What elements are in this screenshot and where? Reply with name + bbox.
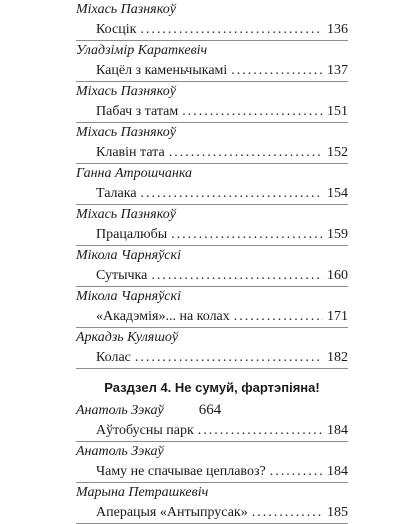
dot-leader	[198, 421, 323, 441]
title-row	[76, 348, 348, 369]
toc-entry	[76, 82, 348, 123]
page-number: 664	[198, 402, 222, 418]
author-name: Міхась Пазнякоў	[76, 207, 176, 222]
dot-leader	[252, 503, 323, 523]
author-name: Мікола Чарняўскі	[76, 248, 181, 263]
author-name: Анатоль Зэкаў	[76, 444, 164, 459]
page-ref: 151	[327, 104, 348, 119]
title-row	[76, 20, 348, 41]
author-name: Марына Петрашкевіч	[76, 485, 209, 500]
work-title: Клавін тата	[96, 145, 165, 160]
toc-entry	[76, 205, 348, 246]
work-title: Косцік	[96, 22, 137, 37]
author-name: Аркадзь Куляшоў	[76, 330, 179, 345]
title-row	[76, 184, 348, 205]
work-title: Кацёл з каменьчыкамі	[96, 63, 228, 78]
page-ref: 184	[327, 423, 348, 438]
table-of-contents	[76, 0, 348, 524]
author-name: Уладзімір Караткевіч	[76, 43, 208, 58]
dot-leader	[135, 348, 323, 368]
title-row	[76, 61, 348, 82]
toc-entry	[76, 41, 348, 82]
page-ref: 171	[327, 309, 348, 324]
title-row	[76, 225, 348, 246]
toc-list-before	[76, 0, 348, 369]
page-ref: 182	[327, 350, 348, 365]
toc-entry	[76, 123, 348, 164]
author-name: Міхась Пазнякоў	[76, 2, 176, 17]
title-row	[76, 462, 348, 483]
page-ref: 154	[327, 186, 348, 201]
page-ref: 185	[327, 505, 348, 520]
dot-leader	[182, 102, 323, 122]
title-row	[76, 503, 348, 524]
page-ref: 160	[327, 268, 348, 283]
dot-leader	[270, 462, 323, 482]
toc-entry	[76, 164, 348, 205]
work-title: Працалюбы	[96, 227, 168, 242]
author-name: Мікола Чарняўскі	[76, 289, 181, 304]
page-ref: 184	[327, 464, 348, 479]
title-row	[76, 266, 348, 287]
work-title: «Акадэмія»... на колах	[96, 309, 230, 324]
title-row	[76, 102, 348, 123]
author-name: Анатоль Зэкаў	[76, 403, 164, 418]
dot-leader	[171, 225, 323, 245]
author-name: Міхась Пазнякоў	[76, 84, 176, 99]
work-title: Колас	[96, 350, 131, 365]
work-title: Аўтобусны парк	[96, 423, 194, 438]
toc-entry	[76, 287, 348, 328]
dot-leader	[169, 143, 323, 163]
toc-entry	[76, 0, 348, 41]
dot-leader	[231, 61, 323, 81]
page-ref: 137	[327, 63, 348, 78]
dot-leader	[151, 266, 323, 286]
page-ref: 159	[327, 227, 348, 242]
work-title: Пабач з татам	[96, 104, 179, 119]
title-row	[76, 421, 348, 442]
author-name: Міхась Пазнякоў	[76, 125, 176, 140]
work-title: Сутычка	[96, 268, 148, 283]
title-row	[76, 307, 348, 328]
title-row	[76, 143, 348, 164]
work-title: Чаму не спачывае цеплавоз?	[96, 464, 266, 479]
toc-entry	[76, 246, 348, 287]
page-ref: 136	[327, 22, 348, 37]
work-title: Аперацыя «Антыпрусак»	[96, 505, 248, 520]
dot-leader	[234, 307, 323, 327]
author-name: Ганна Атрошчанка	[76, 166, 193, 181]
page-ref: 152	[327, 145, 348, 160]
dot-leader	[140, 20, 323, 40]
toc-entry	[76, 483, 348, 524]
toc-entry	[76, 328, 348, 369]
dot-leader	[141, 184, 323, 204]
work-title: Талака	[96, 186, 137, 201]
toc-entry	[76, 442, 348, 483]
section-heading: Раздзел 4. Не сумуй, фартэпіяна!	[104, 380, 320, 395]
